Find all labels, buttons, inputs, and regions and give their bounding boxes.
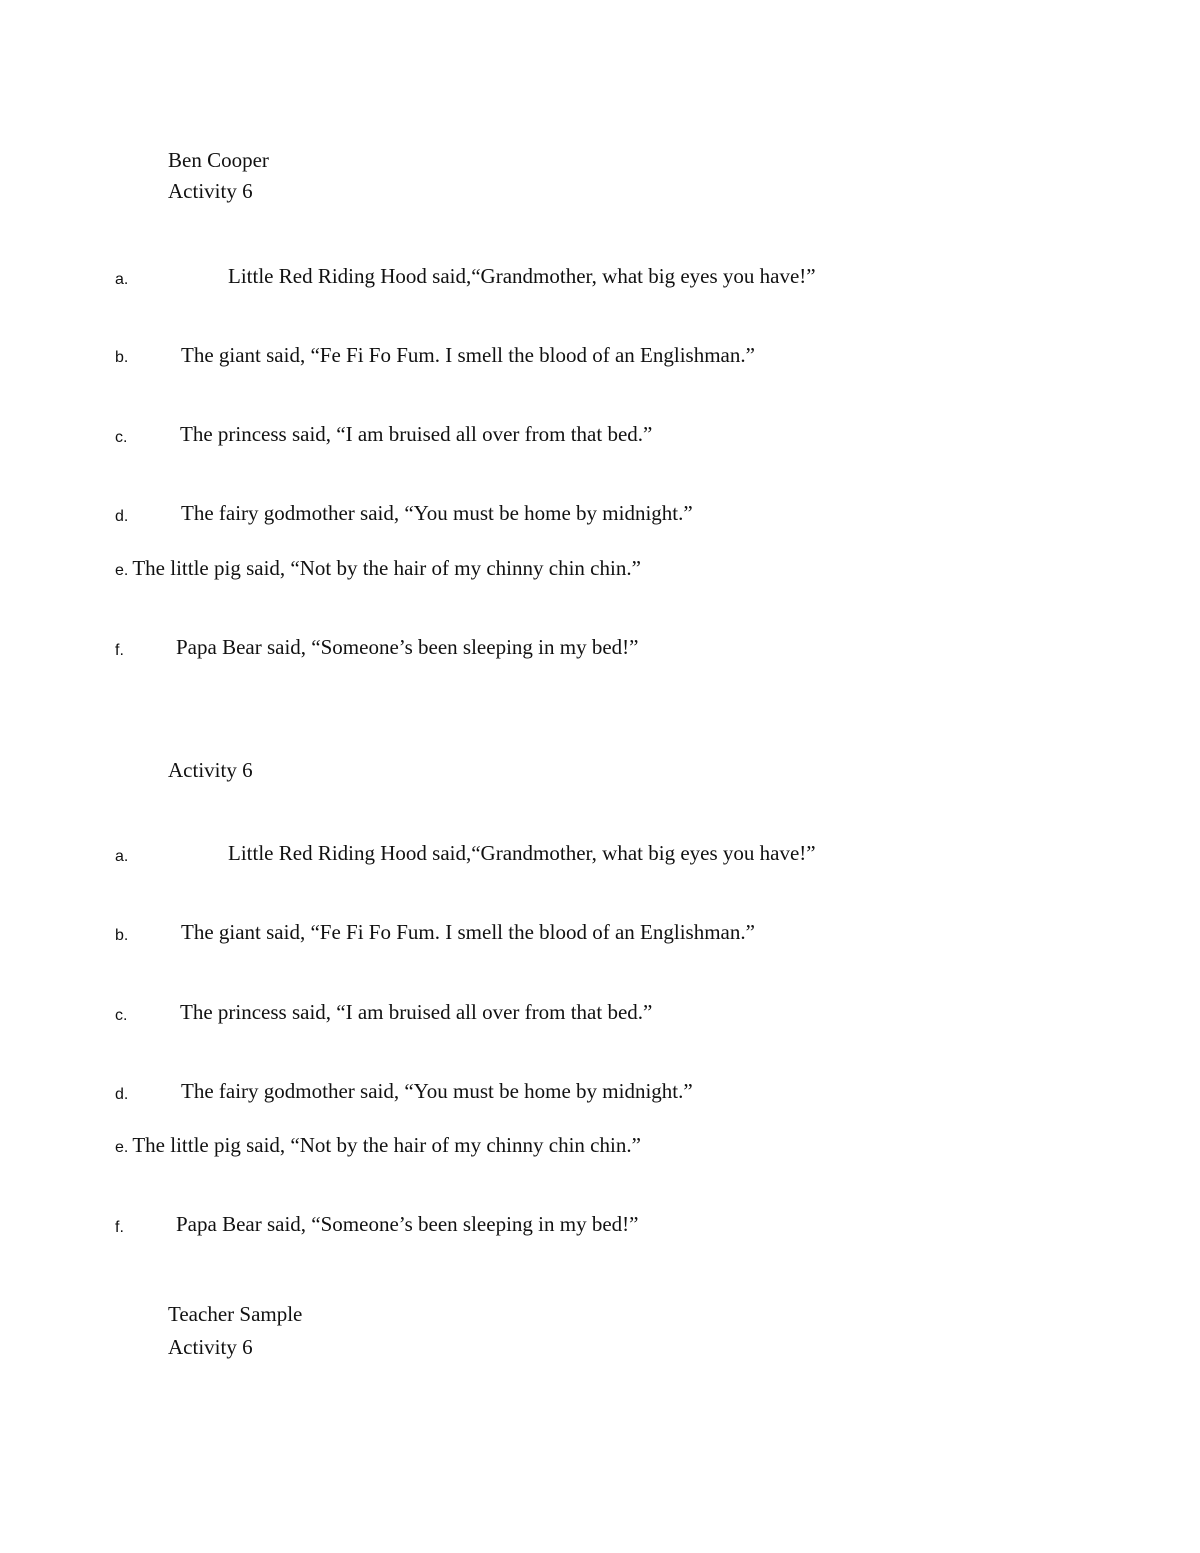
list-item-a: Little Red Riding Hood said,“Grandmother, what big eyes you have!” bbox=[228, 841, 816, 865]
activity-title-2: Activity 6 bbox=[168, 758, 253, 782]
list-item-e: The little pig said, “Not by the hair of my chinny chin chin.” bbox=[132, 1133, 641, 1157]
list-item-e-line bbox=[115, 558, 641, 579]
list-item-f: Papa Bear said, “Someone’s been sleeping in my bed!” bbox=[176, 1212, 639, 1236]
activity-title: Activity 6 bbox=[168, 179, 253, 203]
list-marker-a: a. bbox=[115, 848, 129, 865]
list-item-d: The fairy godmother said, “You must be home by midnight.” bbox=[181, 501, 693, 525]
list-marker-d: d. bbox=[115, 508, 129, 525]
list-marker-e: e. bbox=[115, 1139, 129, 1156]
list-marker-f: f. bbox=[115, 1219, 124, 1236]
list-marker-d: d. bbox=[115, 1086, 129, 1103]
list-item-f: Papa Bear said, “Someone’s been sleeping in my bed!” bbox=[176, 635, 639, 659]
list-marker-a: a. bbox=[115, 271, 129, 288]
list-item-b: The giant said, “Fe Fi Fo Fum. I smell the blood of an Englishman.” bbox=[181, 343, 755, 367]
list-marker-b: b. bbox=[115, 927, 129, 944]
list-item-c: The princess said, “I am bruised all over from that bed.” bbox=[180, 1000, 653, 1024]
list-item-a: Little Red Riding Hood said,“Grandmother, what big eyes you have!” bbox=[228, 264, 816, 288]
list-item-e-line bbox=[115, 1135, 641, 1156]
activity-title-3: Activity 6 bbox=[168, 1335, 253, 1359]
list-item-e: The little pig said, “Not by the hair of my chinny chin chin.” bbox=[132, 556, 641, 580]
list-marker-c: c. bbox=[115, 429, 128, 446]
list-item-c: The princess said, “I am bruised all over from that bed.” bbox=[180, 422, 653, 446]
list-item-b: The giant said, “Fe Fi Fo Fum. I smell the blood of an Englishman.” bbox=[181, 920, 755, 944]
list-marker-c: c. bbox=[115, 1007, 128, 1024]
student-name: Ben Cooper bbox=[168, 148, 269, 172]
list-marker-e: e. bbox=[115, 562, 129, 579]
list-item-d: The fairy godmother said, “You must be home by midnight.” bbox=[181, 1079, 693, 1103]
teacher-sample-label: Teacher Sample bbox=[168, 1302, 303, 1326]
list-marker-f: f. bbox=[115, 642, 124, 659]
list-marker-b: b. bbox=[115, 349, 129, 366]
